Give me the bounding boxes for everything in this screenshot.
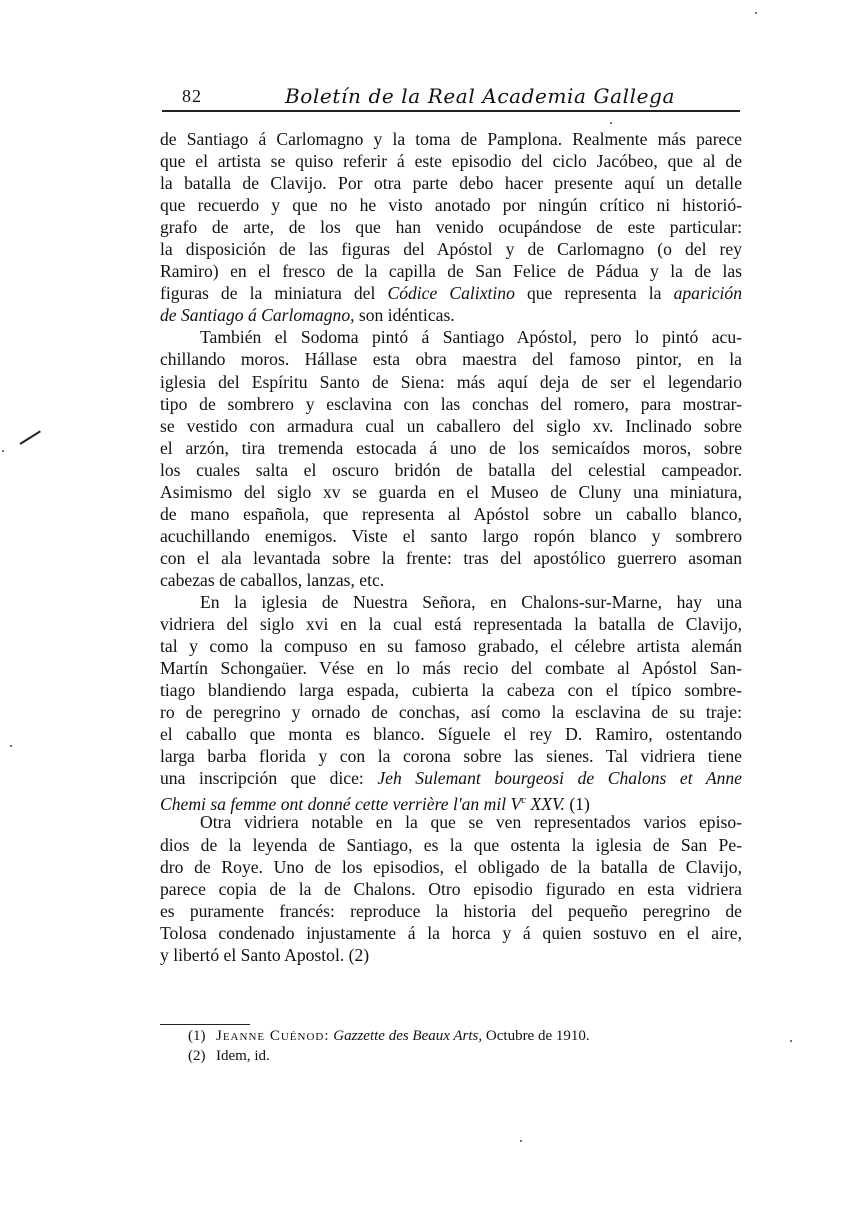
text-line: [160, 789, 742, 815]
footnotes: [188, 1026, 590, 1066]
scan-speck: [755, 12, 757, 14]
footnote-1: [188, 1026, 590, 1046]
text-line: la disposición de las figuras del Apóstol y de Carlomagno (o del rey: [160, 239, 742, 260]
text-line: la batalla de Clavijo. Por otra parte debo hacer presente aquí un detalle: [160, 173, 742, 194]
text-line: que el artista se quiso referir á este episodio del ciclo Jacóbeo, que al de: [160, 151, 742, 172]
scan-speck: [10, 745, 12, 747]
text-line: [160, 304, 742, 326]
text-line: acuchillando enemigos. Viste el santo largo ropón blanco y sombrero: [160, 525, 742, 546]
text-line: ro de peregrino y ornado de conchas, así como la esclavina de su traje:: [160, 702, 742, 723]
text-line: se vestido con armadura cual un caballero del siglo xv. Inclinado sobre: [160, 415, 742, 436]
text-line: tipo de sombrero y esclavina con las conchas del romero, para mostrar-: [160, 393, 742, 414]
footnote-ref: (1): [564, 794, 590, 815]
footnote-text: Idem, id.: [216, 1048, 270, 1064]
footnote-author: Jeanne Cuénod:: [216, 1028, 330, 1044]
text-line: [160, 282, 742, 304]
running-title: Boletín de la Real Academia Gallega: [285, 84, 675, 108]
text-line: que recuerdo y que no he visto anotado por ningún crítico ni historió-: [160, 195, 742, 216]
text-line: y libertó el Santo Apostol. (2): [160, 944, 370, 965]
scan-speck: [790, 1040, 792, 1042]
footnote-2: [188, 1046, 590, 1066]
page-number: 82: [182, 86, 202, 106]
italic-phrase: aparición: [673, 283, 742, 304]
footnote-rest: Octubre de 1910.: [482, 1028, 590, 1044]
text-line: [160, 767, 742, 789]
margin-pencil-mark: [19, 430, 40, 444]
text-line: el caballo que monta es blanco. Síguele el rey D. Ramiro, ostentando: [160, 724, 742, 745]
text-line: cabezas de caballos, lanzas, etc.: [160, 569, 385, 590]
text-line: dios de la leyenda de Santiago, es la que ostenta la iglesia de San Pe-: [160, 834, 742, 855]
header-rule: [162, 110, 740, 112]
text-line: tiago blandiendo larga espada, cubierta la cabeza con el típico sombre-: [160, 680, 742, 701]
text-line: dro de Roye. Uno de los episodios, el obligado de la batalla de Clavijo,: [160, 856, 742, 877]
text-line: Ramiro) en el fresco de la capilla de San Felice de Pádua y la de las: [160, 261, 742, 282]
text-run: que representa la: [514, 283, 674, 304]
text-line: grafo de arte, de los que han venido ocupándose de este particular:: [160, 217, 742, 238]
scan-speck: [520, 1140, 522, 1142]
text-run: son idénticas.: [354, 305, 455, 326]
text-line: Asimismo del siglo xv se guarda en el Museo de Cluny una miniatura,: [160, 481, 742, 502]
footnote-title: Gazzette des Beaux Arts,: [333, 1028, 483, 1044]
text-line: con el ala levantada sobre la frente: tras del apostólico guerrero asoman: [160, 547, 742, 568]
body-text: [160, 128, 742, 966]
text-line: tal y como la compuso en su famoso grabado, el célebre artista alemán: [160, 636, 742, 657]
text-line: larga barba florida y con la corona sobre las sienes. Tal vidriera tiene: [160, 746, 742, 767]
text-line: Martín Schongaüer. Vése en lo más recio del combate al Apóstol San-: [160, 658, 742, 679]
italic-inscription: XXV.: [526, 794, 565, 815]
paragraph-start: También el Sodoma pintó á Santiago Apóstol, pero lo pintó acu-: [200, 327, 742, 348]
text-line: iglesia del Espíritu Santo de Siena: más aquí deja de ser el legendario: [160, 371, 742, 392]
text-line: los cuales salta el oscuro bridón de batalla del celestial campeador.: [160, 459, 742, 480]
scan-speck: [610, 122, 612, 124]
footnote-rule: [160, 1024, 250, 1025]
text-line: parece copia de la de Chalons. Otro episodio figurado en esta vidriera: [160, 878, 742, 899]
page-header: [182, 80, 740, 110]
text-run: una inscripción que dice:: [160, 768, 378, 789]
paragraph-start: En la iglesia de Nuestra Señora, en Chalons-sur-Marne, hay una: [200, 591, 742, 612]
scan-speck: [2, 450, 4, 452]
text-line: el arzón, tira tremenda estocada á uno de los semicaídos moros, sobre: [160, 437, 742, 458]
footnote-number: (1): [188, 1028, 206, 1044]
superscript: c: [521, 794, 527, 807]
paragraph-start: Otra vidriera notable en la que se ven representados varios episo-: [200, 812, 742, 833]
text-line: de Santiago á Carlomagno y la toma de Pamplona. Realmente más parece: [160, 129, 742, 149]
text-line: vidriera del siglo xvi en la cual está representada la batalla de Clavijo,: [160, 614, 742, 635]
text-line: Tolosa condenado injustamente á la horca y á quien sostuvo en el aire,: [160, 922, 742, 943]
italic-title: Códice Calixtino: [387, 283, 515, 304]
text-line: de mano española, que representa al Apóstol sobre un caballo blanco,: [160, 503, 742, 524]
footnote-number: (2): [188, 1048, 206, 1064]
italic-inscription: Chemi sa femme ont donné cette verrière l'an mil V: [160, 794, 522, 815]
italic-inscription: Jeh Sulemant bourgeosi de Chalons et Anne: [377, 768, 742, 789]
text-line: es puramente francés: reproduce la historia del pequeño peregrino de: [160, 900, 742, 921]
italic-phrase: de Santiago á Carlomagno,: [160, 305, 355, 326]
text-line: chillando moros. Hállase esta obra maestra del famoso pintor, en la: [160, 349, 742, 370]
text-run: figuras de la miniatura del: [160, 283, 388, 304]
